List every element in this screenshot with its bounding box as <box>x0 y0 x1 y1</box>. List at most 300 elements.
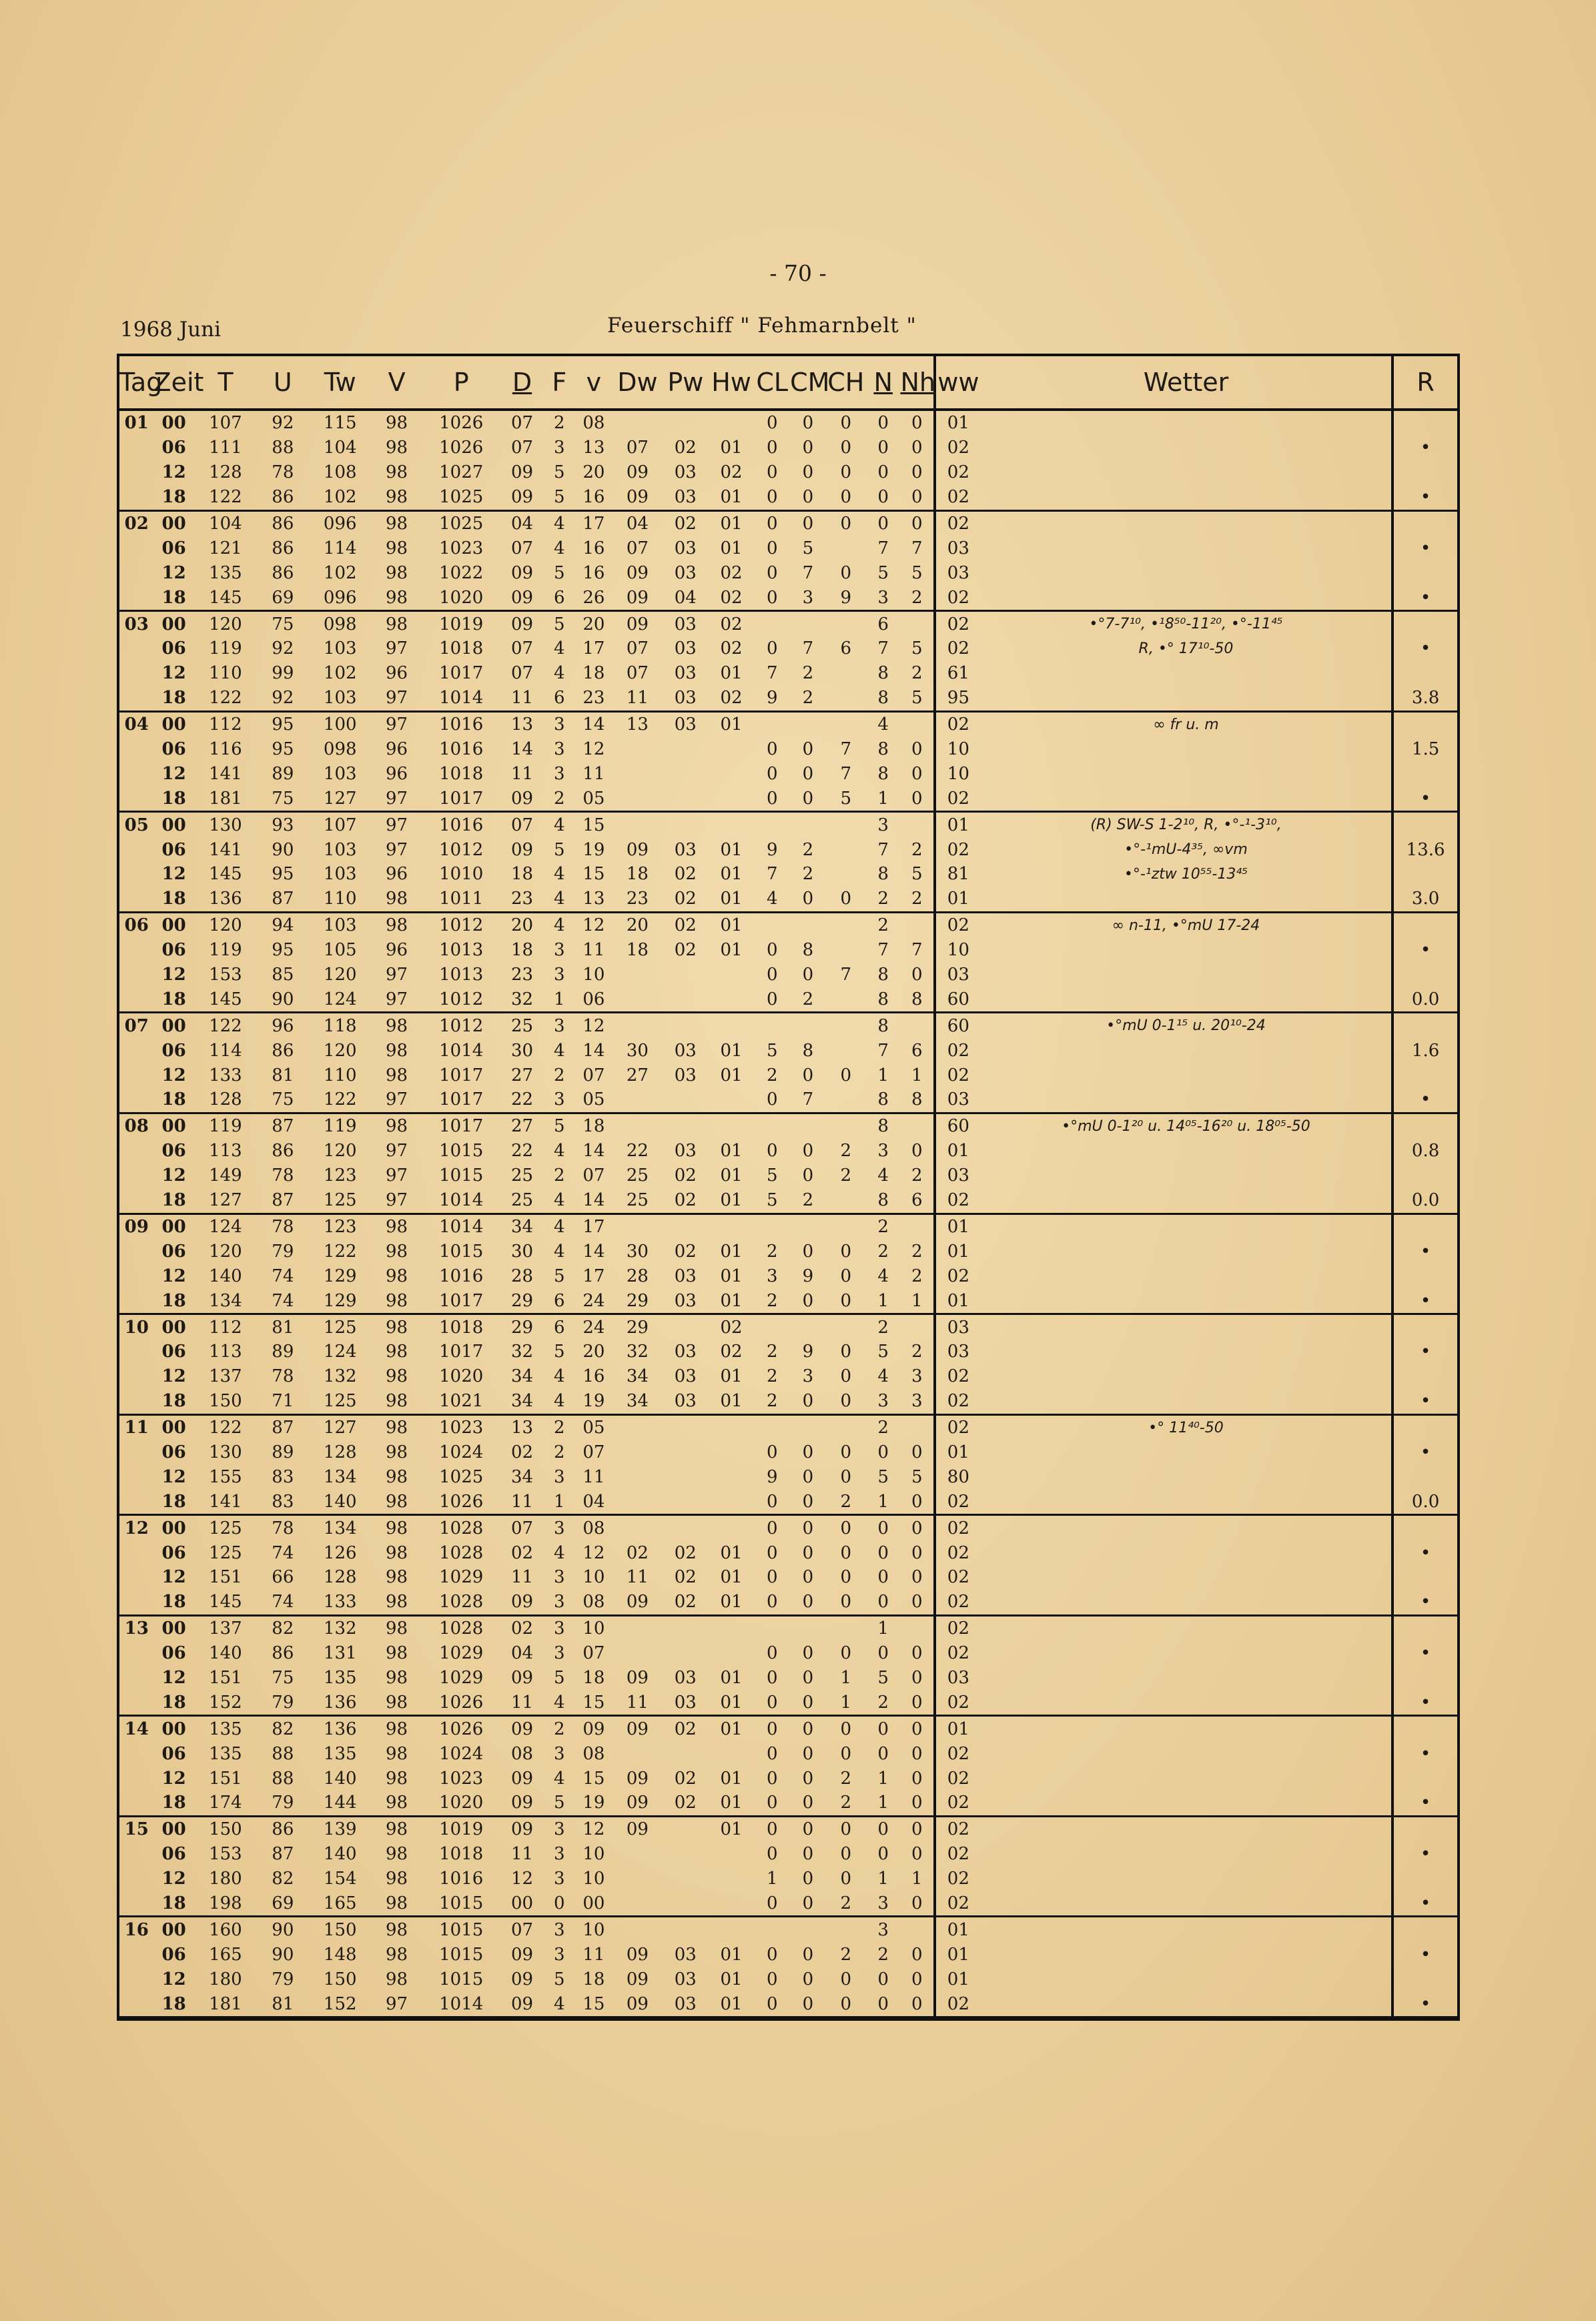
cell-tag <box>119 1967 154 1991</box>
cell-visibility: 98 <box>386 1266 408 1286</box>
cell-r <box>1392 1917 1457 1942</box>
cell-ch <box>826 1188 866 1214</box>
cell-tag <box>119 1791 154 1816</box>
cell-hw: 01 <box>720 1969 743 1989</box>
table-row <box>119 1340 1457 1364</box>
cell-tw: 122 <box>308 1087 372 1113</box>
cell-hw <box>709 1641 755 1666</box>
cell-hw: 01 <box>720 715 743 735</box>
cell-pw: 03 <box>674 614 697 634</box>
cell-cl <box>754 611 790 636</box>
cell-ww: 81 <box>935 862 981 887</box>
cell-f: 5 <box>554 1116 565 1137</box>
cell-u: 94 <box>272 915 294 936</box>
cell-p: 1016 <box>439 1266 484 1286</box>
cell-zeit: 12 <box>161 462 186 483</box>
cell-zeit: 18 <box>154 485 194 510</box>
cell-hw: 01 <box>720 839 743 860</box>
cell-n: 0 <box>877 1643 889 1664</box>
cell-nh: 0 <box>911 1969 923 1989</box>
cell-pw <box>663 410 709 436</box>
cell-zeit: 12 <box>161 1466 186 1487</box>
cell-t: 119 <box>209 1116 242 1137</box>
table-row <box>119 1891 1457 1917</box>
cell-nh <box>900 611 935 636</box>
cell-wetter <box>981 585 1393 610</box>
cell-cl: 2 <box>766 1241 778 1262</box>
cell-t: 135 <box>209 1719 242 1739</box>
cell-cl: 4 <box>754 887 790 912</box>
cell-ww: 02 <box>935 485 981 510</box>
cell-nh: 5 <box>911 638 923 659</box>
cell-wetter <box>981 1867 1393 1891</box>
cell-ch: 0 <box>840 1442 852 1462</box>
cell-v: 14 <box>582 1040 605 1061</box>
cell-d: 11 <box>510 763 534 784</box>
cell-cl: 0 <box>766 538 778 558</box>
cell-t: 113 <box>209 1342 242 1362</box>
cell-pw <box>663 1515 709 1540</box>
cell-tag: 07 <box>124 1015 149 1036</box>
ship-name: Feuerschiff " Fehmarnbelt " <box>607 314 917 338</box>
cell-visibility: 96 <box>386 940 408 961</box>
cell-wetter <box>981 485 1393 510</box>
cell-cm: 0 <box>790 1590 826 1615</box>
cell-u: 93 <box>272 815 294 835</box>
table-row <box>119 737 1457 762</box>
cell-cl <box>754 812 790 837</box>
cell-v: 08 <box>575 1590 613 1615</box>
cell-u: 87 <box>272 1116 294 1137</box>
cell-r <box>1392 1816 1457 1841</box>
cell-dw <box>613 1867 663 1891</box>
cell-p: 1015 <box>439 1919 484 1940</box>
cell-hw: 01 <box>720 1166 743 1186</box>
cell-visibility: 98 <box>372 1690 422 1715</box>
cell-u: 96 <box>272 1015 294 1036</box>
cell-visibility: 98 <box>386 1919 408 1940</box>
cell-ch: 0 <box>826 1590 866 1615</box>
cell-hw: 01 <box>720 514 743 534</box>
cell-zeit: 18 <box>154 987 194 1012</box>
cell-u: 86 <box>272 1819 294 1840</box>
cell-tag <box>119 1264 154 1288</box>
cell-n: 1 <box>866 1489 901 1514</box>
cell-n: 1 <box>877 1768 889 1789</box>
cell-cl: 2 <box>766 1342 778 1362</box>
cell-visibility: 98 <box>386 1743 408 1764</box>
cell-u: 86 <box>257 485 308 510</box>
cell-cl: 0 <box>766 562 778 583</box>
cell-p: 1014 <box>439 1216 484 1237</box>
cell-r: 1.5 <box>1392 737 1457 762</box>
cell-visibility: 98 <box>386 438 408 458</box>
cell-visibility: 97 <box>372 1991 422 2017</box>
cell-n: 8 <box>866 987 901 1012</box>
cell-dw: 18 <box>626 864 649 885</box>
cell-pw <box>663 1641 709 1666</box>
cell-wetter <box>981 1087 1393 1113</box>
cell-dw: 34 <box>613 1389 663 1414</box>
cell-zeit: 12 <box>161 1969 186 1989</box>
cell-visibility: 98 <box>372 1590 422 1615</box>
cell-p: 1024 <box>439 1442 484 1462</box>
cell-ww: 03 <box>935 1340 981 1364</box>
cell-tw: 126 <box>323 1542 357 1563</box>
cell-d: 13 <box>510 1418 534 1438</box>
cell-n: 4 <box>877 1366 889 1387</box>
cell-cm: 0 <box>802 1743 814 1764</box>
cell-n: 8 <box>877 763 889 784</box>
cell-d: 22 <box>500 1087 543 1113</box>
cell-zeit: 18 <box>154 1389 194 1414</box>
cell-tag: 04 <box>124 715 149 735</box>
cell-t: 141 <box>209 763 242 784</box>
cell-visibility: 97 <box>372 1087 422 1113</box>
cell-dw <box>613 1891 663 1917</box>
col-header-pw: Pw <box>663 356 709 410</box>
cell-v: 12 <box>582 915 605 936</box>
cell-d: 30 <box>510 1241 534 1262</box>
cell-tw: 129 <box>308 1288 372 1314</box>
table-row <box>119 410 1457 436</box>
cell-pw: 02 <box>674 1542 697 1563</box>
cell-t: 150 <box>194 1389 258 1414</box>
cell-tag <box>119 1641 154 1666</box>
cell-u: 66 <box>272 1567 294 1588</box>
table-row <box>119 1917 1457 1942</box>
cell-v: 26 <box>575 585 613 610</box>
cell-ww: 02 <box>935 1489 981 1514</box>
cell-d: 09 <box>510 1667 534 1688</box>
cell-p: 1026 <box>422 1489 500 1514</box>
cell-zeit: 18 <box>154 1590 194 1615</box>
cell-r: • <box>1392 1087 1457 1113</box>
cell-n: 1 <box>877 1065 889 1085</box>
cell-zeit: 12 <box>161 1768 186 1789</box>
cell-wetter <box>981 1239 1393 1264</box>
cell-d: 07 <box>510 413 534 434</box>
cell-f: 4 <box>544 1389 575 1414</box>
cell-u: 86 <box>272 538 294 558</box>
cell-nh: 0 <box>911 1844 923 1865</box>
cell-tw: 103 <box>323 638 357 659</box>
cell-ch: 0 <box>840 1844 852 1865</box>
cell-t: 125 <box>209 1542 242 1563</box>
cell-ww: 60 <box>935 1013 981 1038</box>
cell-tw: 120 <box>323 1040 357 1061</box>
cell-cm: 0 <box>790 1991 826 2017</box>
cell-wetter <box>981 1816 1393 1841</box>
cell-f: 4 <box>554 1216 565 1237</box>
cell-cm: 0 <box>802 1844 814 1865</box>
cell-f: 4 <box>554 1542 565 1563</box>
cell-nh <box>900 1013 935 1038</box>
cell-t: 151 <box>209 1768 242 1789</box>
cell-cm <box>790 1414 826 1440</box>
cell-hw: 01 <box>709 1288 755 1314</box>
cell-ch: 0 <box>840 1366 852 1387</box>
cell-p: 1024 <box>439 1743 484 1764</box>
cell-p: 1025 <box>422 485 500 510</box>
cell-nh: 0 <box>911 1667 923 1688</box>
cell-visibility: 98 <box>386 1241 408 1262</box>
cell-d: 13 <box>510 715 534 735</box>
cell-n: 7 <box>877 538 889 558</box>
cell-ch: 0 <box>840 1466 852 1487</box>
cell-visibility: 98 <box>386 1944 408 1965</box>
cell-cm <box>790 912 826 937</box>
cell-p: 1029 <box>439 1667 484 1688</box>
cell-ww: 01 <box>935 410 981 436</box>
cell-n: 8 <box>866 1188 901 1214</box>
table-row <box>119 585 1457 610</box>
cell-dw: 28 <box>626 1266 649 1286</box>
cell-pw: 02 <box>674 1166 697 1186</box>
cell-cl: 0 <box>766 638 778 659</box>
table-row <box>119 1842 1457 1867</box>
cell-dw: 07 <box>626 538 649 558</box>
col-header-d <box>500 356 543 410</box>
cell-ch: 2 <box>840 1166 852 1186</box>
cell-zeit: 00 <box>161 614 186 634</box>
cell-cl: 5 <box>754 1188 790 1214</box>
cell-f: 5 <box>554 462 565 483</box>
cell-wetter <box>981 436 1393 460</box>
cell-cl: 0 <box>766 514 778 534</box>
cell-n: 2 <box>877 1241 889 1262</box>
cell-dw: 09 <box>626 614 649 634</box>
cell-cl: 0 <box>754 1891 790 1917</box>
cell-tag: 12 <box>124 1518 149 1538</box>
cell-r <box>1392 1967 1457 1991</box>
cell-r <box>1392 1766 1457 1791</box>
cell-tw: 114 <box>323 538 357 558</box>
cell-ch: 0 <box>840 438 852 458</box>
cell-tag <box>119 1038 154 1063</box>
cell-u: 82 <box>272 1869 294 1889</box>
cell-f: 1 <box>544 987 575 1012</box>
cell-cm: 0 <box>802 1141 814 1162</box>
cell-visibility: 98 <box>386 1366 408 1387</box>
col-header-t: T <box>194 356 258 410</box>
cell-zeit: 06 <box>161 839 186 860</box>
cell-r <box>1392 560 1457 585</box>
cell-wetter <box>981 1515 1393 1540</box>
cell-wetter <box>981 410 1393 436</box>
cell-ch: 0 <box>840 562 852 583</box>
cell-n: 2 <box>866 887 901 912</box>
cell-pw: 02 <box>663 1791 709 1816</box>
cell-ww: 02 <box>935 585 981 610</box>
cell-dw <box>613 1917 663 1942</box>
col-header-cl: CL <box>754 356 790 410</box>
cell-ww: 02 <box>935 1063 981 1087</box>
cell-v: 18 <box>582 1667 605 1688</box>
cell-ch: 0 <box>840 1819 852 1840</box>
cell-u: 95 <box>272 715 294 735</box>
cell-hw: 01 <box>720 1266 743 1286</box>
cell-hw <box>709 1464 755 1489</box>
cell-cm: 0 <box>802 1719 814 1739</box>
cell-visibility: 98 <box>386 1466 408 1487</box>
cell-tag <box>119 1164 154 1188</box>
cell-r: • <box>1392 1991 1457 2017</box>
cell-v: 15 <box>575 1991 613 2017</box>
cell-nh: 7 <box>911 940 923 961</box>
cell-hw <box>709 786 755 811</box>
cell-n: 2 <box>877 1944 889 1965</box>
cell-p: 1015 <box>422 1891 500 1917</box>
cell-zeit: 12 <box>161 1667 186 1688</box>
cell-cm: 2 <box>802 839 814 860</box>
cell-nh <box>900 812 935 837</box>
cell-f: 4 <box>554 538 565 558</box>
cell-ch <box>826 1615 866 1641</box>
table-row <box>119 711 1457 737</box>
cell-hw <box>709 812 755 837</box>
cell-v: 10 <box>582 1919 605 1940</box>
cell-d: 11 <box>500 686 543 711</box>
cell-f: 3 <box>554 1819 565 1840</box>
cell-r <box>1392 1164 1457 1188</box>
cell-v: 07 <box>582 1643 605 1664</box>
cell-n: 5 <box>877 1342 889 1362</box>
cell-hw: 01 <box>709 1188 755 1214</box>
cell-tw: 102 <box>323 562 357 583</box>
cell-pw <box>663 1891 709 1917</box>
cell-r: • <box>1392 1942 1457 1967</box>
cell-d: 25 <box>500 1188 543 1214</box>
cell-tw: 129 <box>323 1266 357 1286</box>
cell-nh: 0 <box>911 438 923 458</box>
cell-d: 20 <box>510 915 534 936</box>
cell-v: 14 <box>575 1188 613 1214</box>
cell-nh: 0 <box>911 462 923 483</box>
cell-ch <box>826 536 866 560</box>
cell-v: 19 <box>582 839 605 860</box>
cell-cm: 0 <box>790 887 826 912</box>
cell-ch <box>826 812 866 837</box>
cell-d: 27 <box>510 1116 534 1137</box>
cell-visibility: 97 <box>386 839 408 860</box>
cell-zeit: 00 <box>161 1618 186 1639</box>
cell-visibility: 98 <box>386 1618 408 1639</box>
cell-visibility: 98 <box>386 413 408 434</box>
cell-pw <box>663 1087 709 1113</box>
cell-nh: 0 <box>900 1489 935 1514</box>
col-header-hw: Hw <box>709 356 755 410</box>
cell-d: 25 <box>510 1166 534 1186</box>
cell-ww: 01 <box>935 1440 981 1465</box>
cell-ch <box>826 1038 866 1063</box>
cell-ch: 0 <box>840 1542 852 1563</box>
table-row <box>119 560 1457 585</box>
cell-tag <box>119 1489 154 1514</box>
cell-v: 16 <box>575 485 613 510</box>
cell-u: 85 <box>272 965 294 985</box>
cell-f: 2 <box>554 1166 565 1186</box>
cell-wetter <box>981 1991 1393 2017</box>
cell-ww: 80 <box>935 1464 981 1489</box>
cell-f: 2 <box>554 1442 565 1462</box>
cell-n: 3 <box>866 1389 901 1414</box>
cell-pw: 03 <box>674 1366 697 1387</box>
cell-u: 79 <box>272 1969 294 1989</box>
cell-hw: 01 <box>720 1944 743 1965</box>
cell-cm: 0 <box>790 1389 826 1414</box>
cell-pw: 03 <box>674 1342 697 1362</box>
cell-wetter <box>981 963 1393 987</box>
col-header-zeit: Zeit <box>154 356 194 410</box>
cell-ww: 02 <box>935 1991 981 2017</box>
cell-zeit: 00 <box>161 1216 186 1237</box>
cell-t: 155 <box>209 1466 242 1487</box>
cell-hw <box>709 963 755 987</box>
cell-p: 1018 <box>439 638 484 659</box>
cell-visibility: 96 <box>386 763 408 784</box>
cell-u: 81 <box>272 1065 294 1085</box>
cell-tw: 124 <box>308 987 372 1012</box>
cell-nh: 2 <box>900 887 935 912</box>
cell-n: 8 <box>866 1087 901 1113</box>
cell-d: 09 <box>500 786 543 811</box>
cell-r: • <box>1392 1891 1457 1917</box>
cell-cm: 0 <box>802 1819 814 1840</box>
cell-u: 87 <box>272 1844 294 1865</box>
cell-t: 120 <box>209 614 242 634</box>
cell-t: 114 <box>209 1040 242 1061</box>
cell-visibility: 98 <box>386 562 408 583</box>
cell-t: 137 <box>209 1618 242 1639</box>
page-number: - 70 - <box>769 260 827 286</box>
cell-zeit: 06 <box>161 1241 186 1262</box>
cell-cl <box>754 1414 790 1440</box>
cell-n: 0 <box>877 1719 889 1739</box>
cell-nh: 2 <box>911 1241 923 1262</box>
cell-tag <box>119 1842 154 1867</box>
cell-t: 122 <box>194 485 258 510</box>
cell-n: 3 <box>866 585 901 610</box>
cell-v: 11 <box>582 940 605 961</box>
cell-d: 23 <box>510 965 534 985</box>
cell-visibility: 98 <box>386 1667 408 1688</box>
cell-wetter <box>981 1741 1393 1766</box>
cell-u: 81 <box>272 1317 294 1338</box>
cell-zeit: 00 <box>161 1919 186 1940</box>
cell-ch: 2 <box>840 1768 852 1789</box>
cell-dw: 09 <box>626 462 649 483</box>
cell-r: • <box>1392 1842 1457 1867</box>
cell-pw <box>663 1113 709 1138</box>
cell-tag <box>119 1364 154 1389</box>
cell-visibility: 98 <box>386 1719 408 1739</box>
cell-tw: 105 <box>323 940 357 961</box>
cell-wetter <box>981 1766 1393 1791</box>
cell-pw <box>663 1489 709 1514</box>
cell-v: 16 <box>582 562 605 583</box>
col-header-cm: CM <box>790 356 826 410</box>
cell-tag <box>119 485 154 510</box>
cell-hw: 01 <box>720 1667 743 1688</box>
cell-zeit: 12 <box>161 1869 186 1889</box>
col-header-dw: Dw <box>613 356 663 410</box>
cell-u: 90 <box>257 987 308 1012</box>
cell-nh <box>900 1615 935 1641</box>
cell-v: 05 <box>582 1418 605 1438</box>
cell-n: 0 <box>866 1590 901 1615</box>
cell-visibility: 98 <box>386 1065 408 1085</box>
